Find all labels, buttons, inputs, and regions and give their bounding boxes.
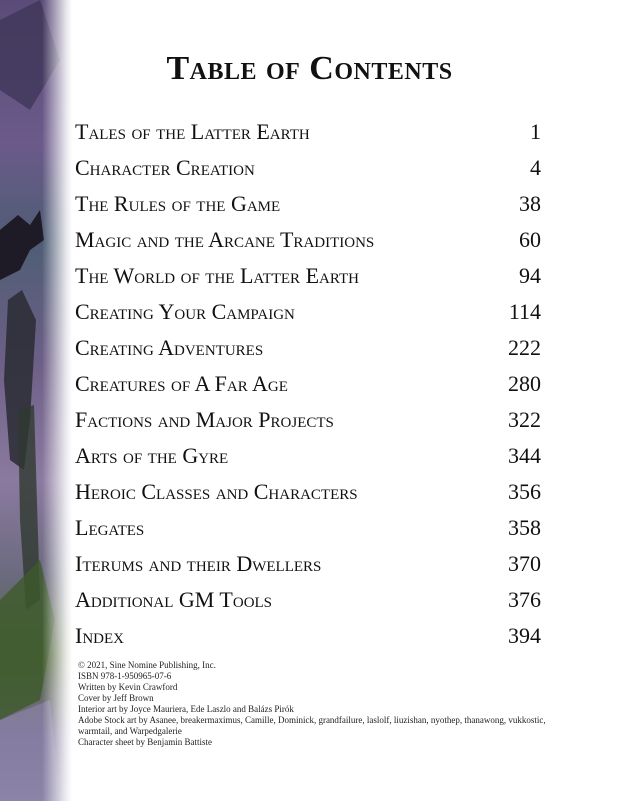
credit-line: Cover by Jeff Brown xyxy=(78,693,154,703)
toc-entry[interactable] xyxy=(75,114,541,150)
credit-line: Written by Kevin Crawford xyxy=(78,682,178,692)
toc-entry-title: Additional GM Tools xyxy=(75,587,273,612)
toc-entry-page-number: 358 xyxy=(508,515,541,540)
credit-line: © 2021, Sine Nomine Publishing, Inc. xyxy=(78,660,216,670)
table-of-contents xyxy=(75,114,541,654)
toc-entry-title: Heroic Classes and Characters xyxy=(75,479,358,504)
toc-entry-title: Iterums and their Dwellers xyxy=(75,551,322,576)
toc-entry-page-number: 60 xyxy=(519,227,541,252)
page-title: Table of Contents xyxy=(166,50,453,87)
credit-line: Adobe Stock art by Asanee, breakermaximus, Camille, Dominick, grandfailure, laslolf, liuzishan, nyothep, thanawong, vukkostic, warmtail, and Warpedgalerie xyxy=(78,715,546,736)
toc-entry[interactable] xyxy=(75,402,541,438)
toc-entry-page-number: 4 xyxy=(530,155,541,180)
toc-entry-page-number: 370 xyxy=(508,551,541,576)
toc-entry[interactable] xyxy=(75,618,541,654)
toc-entry-title: The World of the Latter Earth xyxy=(75,263,359,288)
toc-entry[interactable] xyxy=(75,330,541,366)
toc-entry-title: Creating Adventures xyxy=(75,335,264,360)
toc-entry-page-number: 114 xyxy=(508,299,541,324)
fantasy-illustration xyxy=(0,0,72,801)
toc-entry[interactable] xyxy=(75,222,541,258)
toc-entry-page-number: 322 xyxy=(508,407,541,432)
credits-block xyxy=(78,660,558,748)
toc-entry-title: Tales of the Latter Earth xyxy=(75,119,310,144)
toc-entry-page-number: 38 xyxy=(519,191,541,216)
toc-entry-title: Creating Your Campaign xyxy=(75,299,295,324)
credit-line: Character sheet by Benjamin Battiste xyxy=(78,737,212,747)
toc-entry[interactable] xyxy=(75,510,541,546)
toc-entry-title: Magic and the Arcane Traditions xyxy=(75,227,375,252)
toc-entry-title: Legates xyxy=(75,515,145,540)
toc-entry-title: Index xyxy=(75,623,124,648)
cover-art-strip xyxy=(0,0,72,801)
toc-entry[interactable] xyxy=(75,546,541,582)
toc-entry-title: Arts of the Gyre xyxy=(75,443,229,468)
toc-entry-page-number: 394 xyxy=(508,623,541,648)
toc-entry-page-number: 1 xyxy=(530,119,541,144)
toc-entry[interactable] xyxy=(75,186,541,222)
toc-entry-page-number: 376 xyxy=(508,587,541,612)
toc-entry[interactable] xyxy=(75,474,541,510)
toc-entry[interactable] xyxy=(75,438,541,474)
credit-line: Interior art by Joyce Mauriera, Ede Laszlo and Balázs Pirók xyxy=(78,704,294,714)
toc-entry-page-number: 222 xyxy=(508,335,541,360)
toc-entry-page-number: 94 xyxy=(519,263,541,288)
toc-entry-title: The Rules of the Game xyxy=(75,191,281,216)
toc-entry-page-number: 344 xyxy=(508,443,541,468)
toc-entry[interactable] xyxy=(75,366,541,402)
toc-entry[interactable] xyxy=(75,294,541,330)
toc-entry-title: Factions and Major Projects xyxy=(75,407,334,432)
toc-entry-page-number: 280 xyxy=(508,371,541,396)
toc-entry-title: Creatures of A Far Age xyxy=(75,371,288,396)
toc-entry-title: Character Creation xyxy=(75,155,255,180)
toc-entry[interactable] xyxy=(75,582,541,618)
toc-entry[interactable] xyxy=(75,258,541,294)
toc-entry-page-number: 356 xyxy=(508,479,541,504)
credit-line: ISBN 978-1-950965-07-6 xyxy=(78,671,172,681)
toc-entry[interactable] xyxy=(75,150,541,186)
